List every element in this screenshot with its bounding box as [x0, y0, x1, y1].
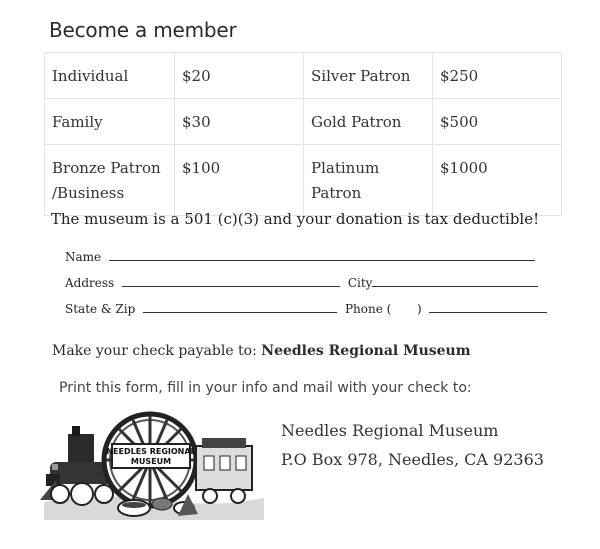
tier-price: $250	[433, 53, 562, 99]
address-row	[65, 274, 538, 290]
tier-name: Gold Patron	[304, 99, 433, 145]
tier-name: Platinum Patron	[304, 145, 433, 216]
address-label: Address	[65, 276, 115, 290]
city-label: City	[347, 276, 373, 290]
tier-price: $1000	[433, 145, 562, 216]
name-field[interactable]	[109, 248, 535, 261]
logo-text-line1: NEEDLES REGIONAL	[106, 447, 196, 456]
tier-price: $100	[175, 145, 304, 216]
state-zip-label: State & Zip	[65, 302, 136, 316]
rail-car	[196, 438, 252, 503]
tier-name: Bronze Patron /Business	[45, 145, 175, 216]
state-zip-row	[65, 300, 547, 316]
membership-fee-table	[44, 52, 562, 216]
mailing-name: Needles Regional Museum	[281, 421, 499, 440]
wagon-wheel	[104, 414, 196, 506]
logo-text-line2: MUSEUM	[130, 457, 172, 466]
tax-deductible-note: The museum is a 501 (c)(3) and your donation is tax deductible!	[50, 210, 540, 228]
table-row	[45, 53, 562, 99]
state-zip-field[interactable]	[143, 300, 337, 313]
phone-label: Phone (	[344, 302, 392, 316]
tier-price: $30	[175, 99, 304, 145]
tier-name: Family	[45, 99, 175, 145]
tier-price: $20	[175, 53, 304, 99]
tier-name: Individual	[45, 53, 175, 99]
mailing-address: P.O Box 978, Needles, CA 92363	[281, 450, 544, 469]
payable-prefix: Make your check payable to:	[52, 343, 257, 359]
mail-instructions: Print this form, fill in your info and mail with your check to:	[59, 380, 472, 396]
payable-line	[52, 343, 471, 359]
city-field[interactable]	[372, 274, 538, 287]
phone-field[interactable]	[429, 300, 547, 313]
tier-name: Silver Patron	[304, 53, 433, 99]
name-label: Name	[65, 250, 102, 264]
page-heading: Become a member	[49, 18, 237, 42]
phone-label-close: )	[416, 302, 422, 316]
payee-name: Needles Regional Museum	[261, 343, 471, 359]
tier-price: $500	[433, 99, 562, 145]
name-row	[65, 248, 535, 264]
museum-logo	[38, 404, 266, 522]
table-row	[45, 99, 562, 145]
address-field[interactable]	[122, 274, 340, 287]
table-row	[45, 145, 562, 216]
